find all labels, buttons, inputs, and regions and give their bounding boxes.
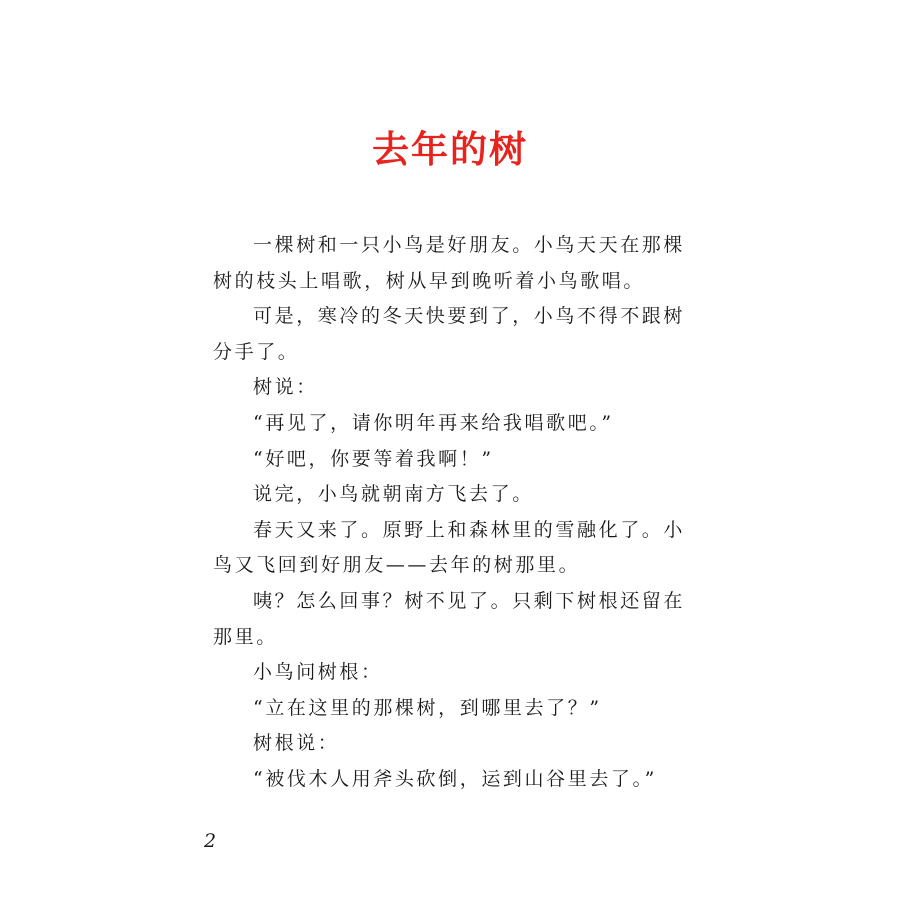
text-line: “再见了，请你明年再来给我唱歌吧。” bbox=[253, 411, 614, 434]
text-line: 一棵树和一只小鸟是好朋友。小鸟天天在那棵 bbox=[253, 234, 686, 256]
text-line: 春天又来了。原野上和森林里的雪融化了。小 bbox=[253, 518, 686, 541]
text-line: “好吧，你要等着我啊！” bbox=[253, 447, 494, 470]
page-number: 2 bbox=[204, 830, 217, 852]
text-line: 可是，寒冷的冬天快要到了，小鸟不得不跟树 bbox=[253, 305, 686, 328]
text-line: “被伐木人用斧头砍倒，运到山谷里去了。” bbox=[253, 767, 657, 790]
text-line: 分手了。 bbox=[213, 340, 300, 363]
text-line: 树说： bbox=[253, 376, 318, 399]
text-line: “立在这里的那棵树，到哪里去了？” bbox=[253, 696, 602, 719]
text-line: 说完，小鸟就朝南方飞去了。 bbox=[253, 483, 534, 506]
text-line: 树的枝头上唱歌，树从早到晚听着小鸟歌唱。 bbox=[213, 269, 646, 292]
text-line: 树根说： bbox=[253, 732, 340, 755]
story-body bbox=[213, 228, 686, 798]
text-line: 小鸟问树根： bbox=[253, 661, 383, 684]
text-line: 鸟又飞回到好朋友——去年的树那里。 bbox=[213, 554, 581, 577]
text-line: 那里。 bbox=[213, 625, 278, 648]
story-title: 去年的树 bbox=[372, 128, 528, 171]
text-line: 咦？怎么回事？树不见了。只剩下树根还留在 bbox=[253, 589, 686, 612]
